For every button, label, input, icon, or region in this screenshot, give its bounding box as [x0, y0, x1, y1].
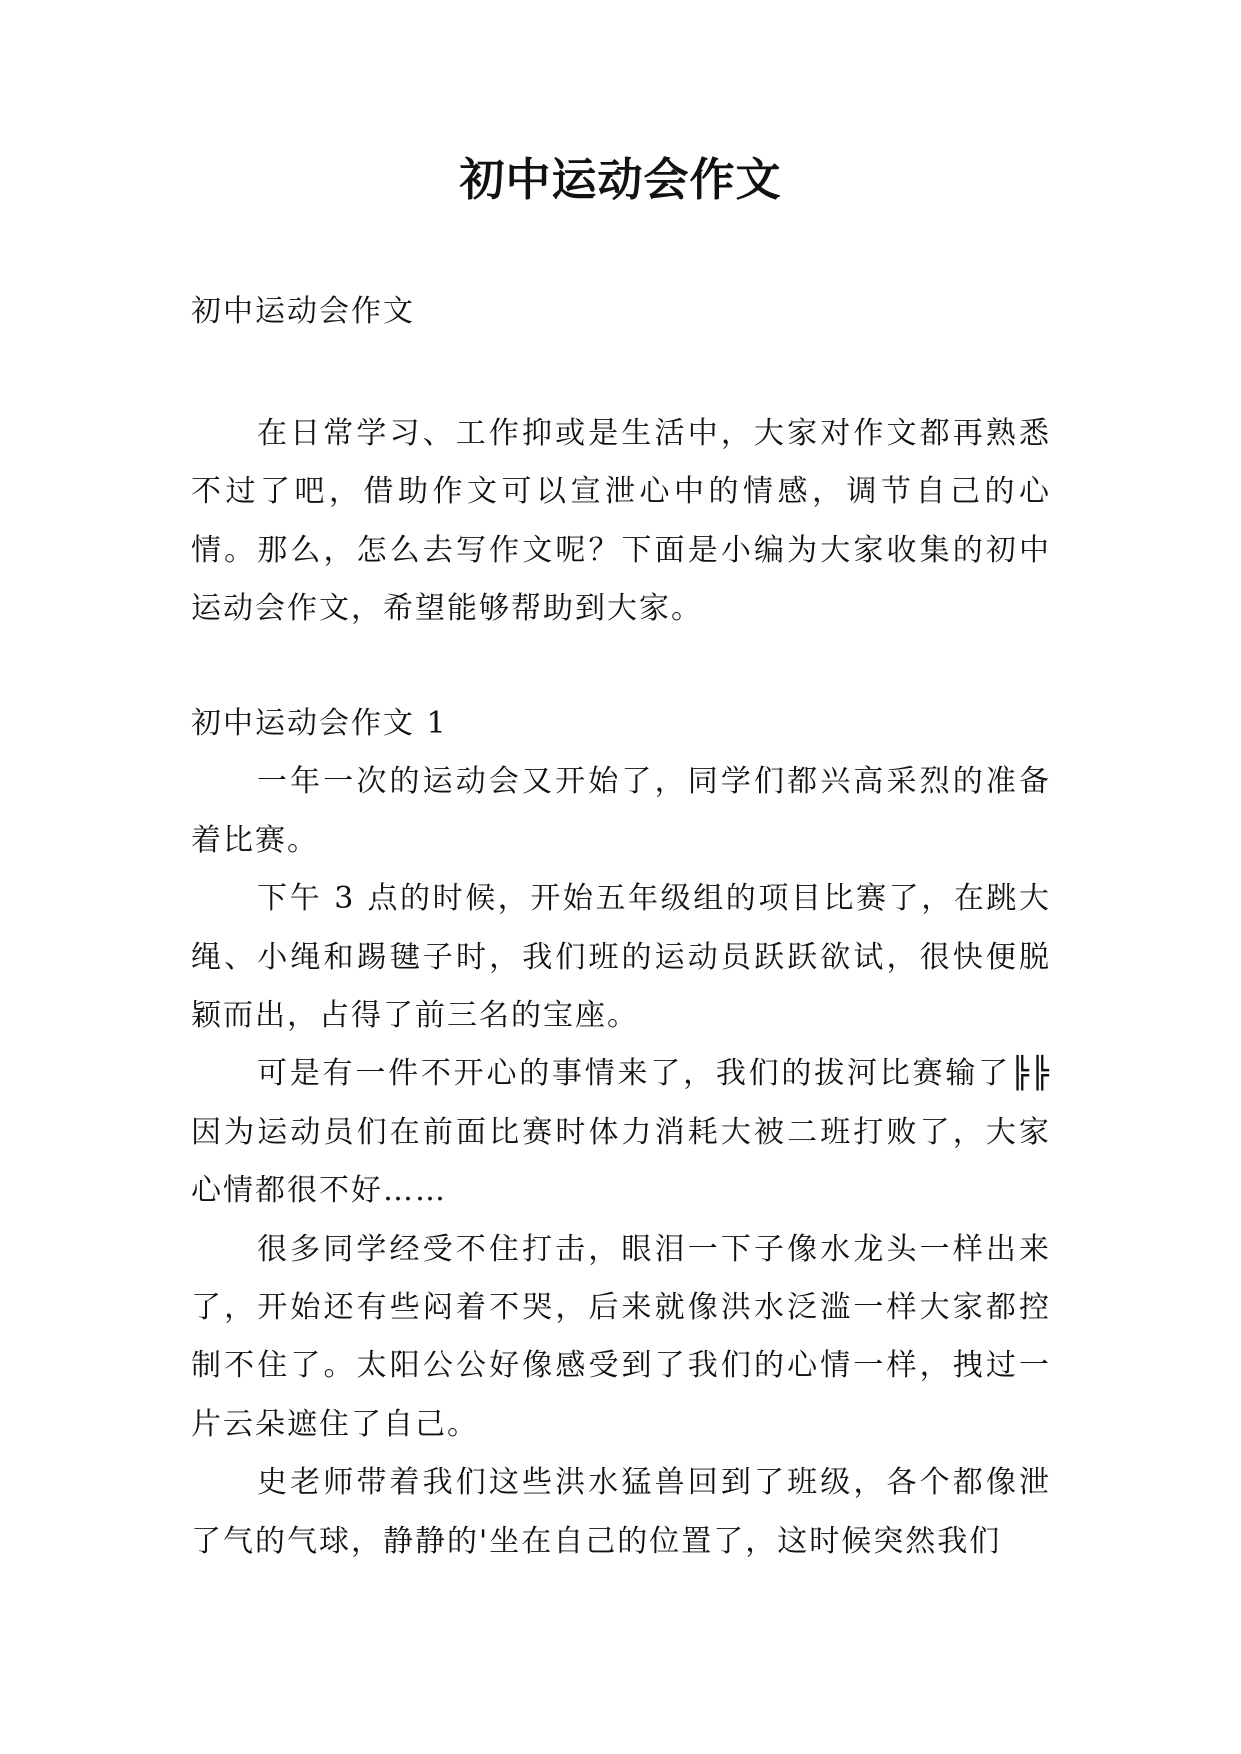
essay-paragraph: 一年一次的运动会又开始了，同学们都兴高采烈的准备着比赛。 — [191, 764, 1051, 858]
essay-paragraph: 下午 3 点的时候，开始五年级组的项目比赛了，在跳大绳、小绳和踢毽子时，我们班的运动员跃跃欲试，很快便脱颖而出，占得了前三名的宝座。 — [191, 881, 1051, 1034]
essay-paragraph: 可是有一件不开心的事情来了，我们的拔河比赛输了╠╠因为运动员们在前面比赛时体力消耗大被二班打败了，大家心情都很不好…… — [191, 1056, 1051, 1209]
essay-section — [191, 695, 1051, 1571]
intro-block — [191, 405, 1051, 639]
document-title: 初中运动会作文 — [459, 153, 782, 206]
essay-paragraph: 史老师带着我们这些洪水猛兽回到了班级，各个都像泄了气的气球，静静的'坐在自己的位置了，这时候突然我们 — [191, 1465, 1051, 1559]
document-subtitle: 初中运动会作文 — [191, 294, 415, 329]
intro-paragraph: 在日常学习、工作抑或是生活中，大家对作文都再熟悉不过了吧，借助作文可以宣泄心中的情感，调节自己的心情。那么，怎么去写作文呢？下面是小编为大家收集的初中运动会作文，希望能够帮助到大家。 — [191, 416, 1051, 627]
section-heading: 初中运动会作文 1 — [191, 706, 448, 741]
essay-paragraph: 很多同学经受不住打击，眼泪一下子像水龙头一样出来了，开始还有些闷着不哭，后来就像洪水泛滥一样大家都控制不住了。太阳公公好像感受到了我们的心情一样，拽过一片云朵遮住了自己。 — [191, 1231, 1051, 1442]
